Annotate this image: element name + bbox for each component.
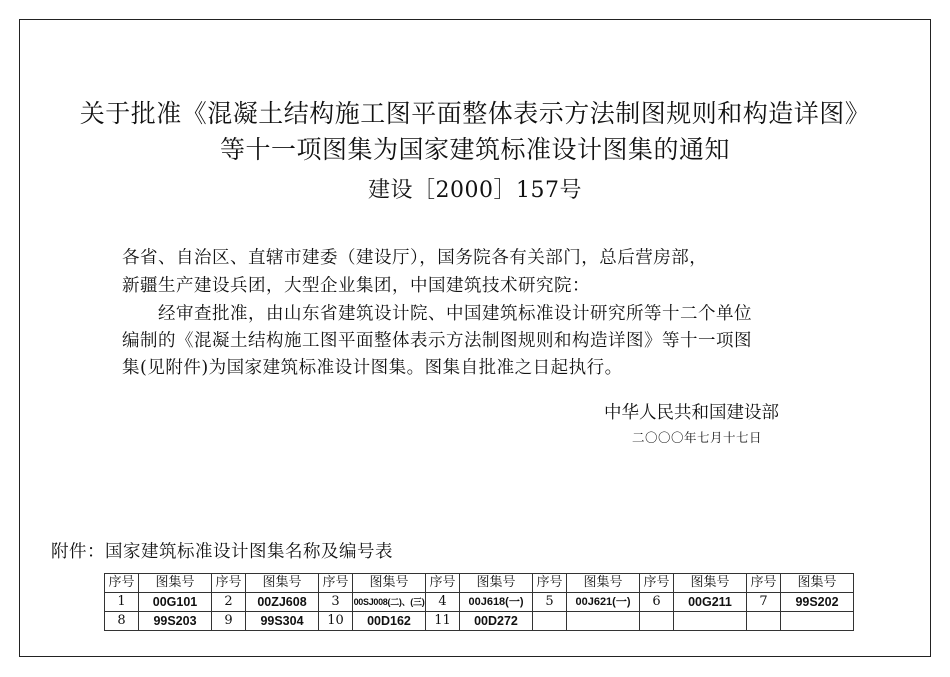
table-cell-seq: 9 [212, 612, 246, 631]
table-header-row [105, 574, 854, 593]
notice-title-line2: 等十一项图集为国家建筑标准设计图集的通知 [219, 135, 730, 164]
table-cell-seq: 7 [747, 593, 781, 612]
table-cell-seq: 5 [533, 593, 567, 612]
table-cell-code: 99S203 [139, 612, 212, 631]
header-seq: 序号 [640, 574, 674, 593]
header-code: 图集号 [781, 574, 854, 593]
table-cell-code [567, 612, 640, 631]
table-cell-code [674, 612, 747, 631]
header-code: 图集号 [460, 574, 533, 593]
table-cell-code: 00ZJ608 [246, 593, 319, 612]
table-cell-seq [747, 612, 781, 631]
body-line3: 集(见附件)为国家建筑标准设计图集。图集自批准之日起执行。 [122, 358, 623, 378]
issue-date: 二〇〇〇年七月十七日 [632, 430, 763, 445]
table-cell-seq: 6 [640, 593, 674, 612]
header-seq: 序号 [212, 574, 246, 593]
recipients-line2: 新疆生产建设兵团，大型企业集团，中国建筑技术研究院： [122, 276, 590, 296]
table-cell-seq: 10 [319, 612, 353, 631]
table-cell-seq: 8 [105, 612, 139, 631]
table-cell-code: 99S304 [246, 612, 319, 631]
table-cell-seq [533, 612, 567, 631]
header-code: 图集号 [674, 574, 747, 593]
table-row [105, 593, 854, 612]
issuer-signature: 中华人民共和国建设部 [604, 403, 779, 423]
header-seq: 序号 [319, 574, 353, 593]
table-cell-code: 00D162 [353, 612, 426, 631]
header-seq: 序号 [747, 574, 781, 593]
table-cell-seq: 3 [319, 593, 353, 612]
table-cell-code: 00SJ008(二)、(三) [353, 593, 426, 612]
header-code: 图集号 [567, 574, 640, 593]
table-cell-seq: 2 [212, 593, 246, 612]
table-cell-code: 00G101 [139, 593, 212, 612]
table-cell-seq [640, 612, 674, 631]
table-cell-seq: 11 [426, 612, 460, 631]
header-seq: 序号 [105, 574, 139, 593]
table-row [105, 612, 854, 631]
table-cell-code: 00D272 [460, 612, 533, 631]
header-code: 图集号 [139, 574, 212, 593]
recipients-line1: 各省、自治区、直辖市建委（建设厅），国务院各有关部门，总后营房部， [122, 248, 708, 268]
table-cell-seq: 4 [426, 593, 460, 612]
body-line2: 编制的《混凝土结构施工图平面整体表示方法制图规则和构造详图》等十一项图 [122, 331, 752, 351]
header-seq: 序号 [426, 574, 460, 593]
document-number: 建设［2000］157号 [368, 178, 582, 203]
table-cell-code: 99S202 [781, 593, 854, 612]
table-cell-code: 00J621(一) [567, 593, 640, 612]
body-line1: 经审查批准，由山东省建筑设计院、中国建筑标准设计研究所等十二个单位 [158, 304, 752, 324]
table-cell-code: 00G211 [674, 593, 747, 612]
table-cell-code: 00J618(一) [460, 593, 533, 612]
table-cell-seq: 1 [105, 593, 139, 612]
table-cell-code [781, 612, 854, 631]
header-seq: 序号 [533, 574, 567, 593]
attachment-title: 附件：国家建筑标准设计图集名称及编号表 [51, 542, 393, 562]
atlas-table [104, 573, 854, 631]
header-code: 图集号 [246, 574, 319, 593]
notice-title-line1: 关于批准《混凝土结构施工图平面整体表示方法制图规则和构造详图》 [79, 99, 871, 128]
header-code: 图集号 [353, 574, 426, 593]
